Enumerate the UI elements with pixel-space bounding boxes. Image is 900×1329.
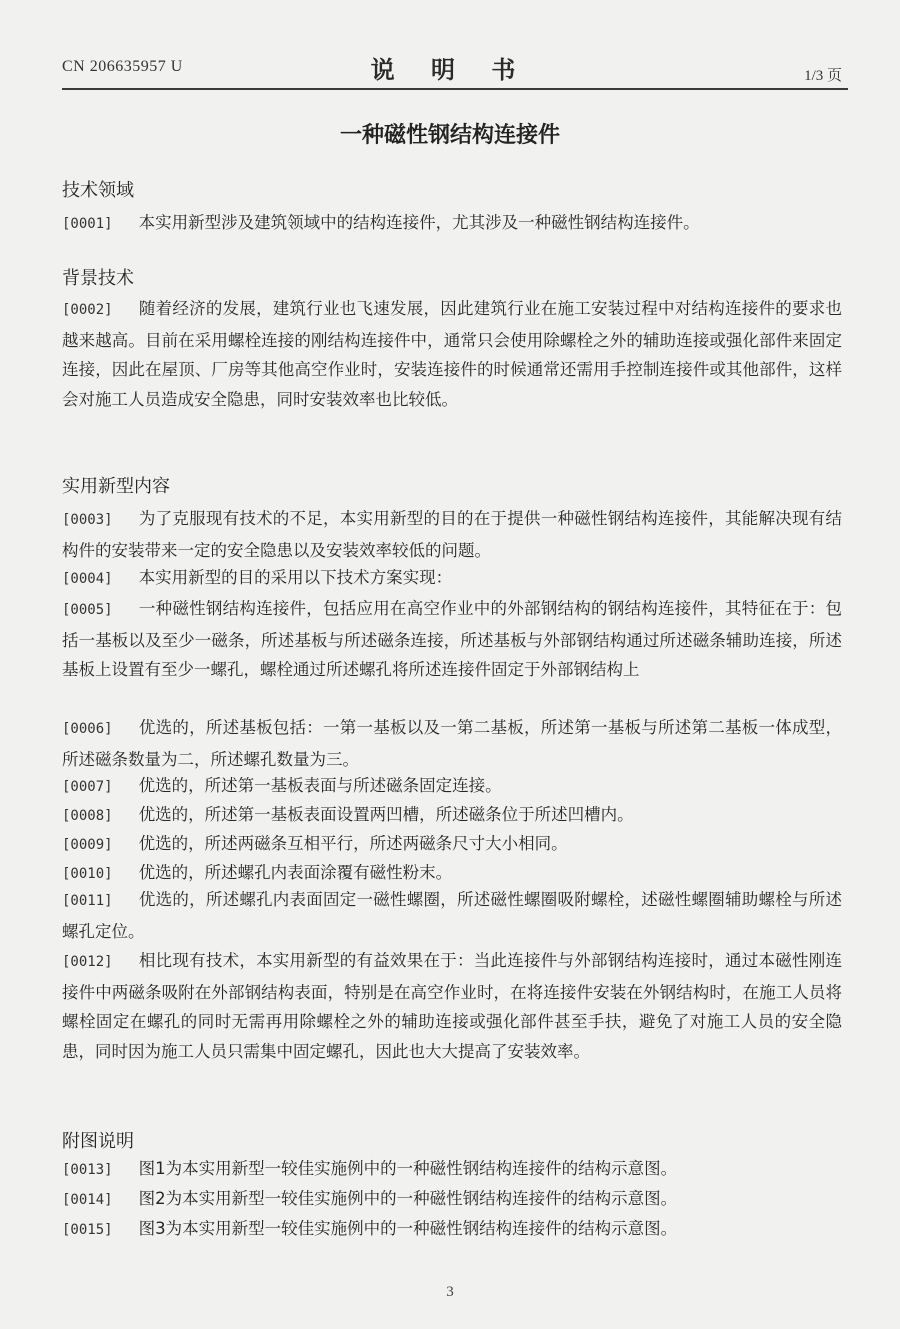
paragraph-text: 优选的，所述第一基板表面设置两凹槽，所述磁条位于所述凹槽内。 — [138, 805, 634, 824]
paragraph-number: [0012] — [62, 954, 113, 970]
paragraph-number: [0003] — [62, 512, 113, 528]
document-type-heading: 说 明 书 — [370, 56, 530, 84]
paragraph-0013 — [62, 1156, 842, 1183]
paragraph-text: 图1为本实用新型一较佳实施例中的一种磁性钢结构连接件的结构示意图。 — [138, 1159, 678, 1178]
paragraph-text: 本实用新型的目的采用以下技术方案实现： — [138, 568, 453, 587]
paragraph-0014 — [62, 1186, 842, 1213]
section-heading-drawings: 附图说明 — [62, 1131, 134, 1152]
document-title: 一种磁性钢结构连接件 — [339, 123, 560, 148]
paragraph-0009 — [62, 831, 842, 858]
paragraph-number: [0005] — [62, 602, 113, 618]
section-heading-content: 实用新型内容 — [62, 476, 170, 497]
paragraph-0002 — [62, 294, 842, 414]
paragraph-text: 优选的，所述两磁条互相平行，所述两磁条尺寸大小相同。 — [138, 834, 568, 853]
paragraph-0015 — [62, 1216, 842, 1243]
paragraph-text: 优选的，所述基板包括：一第一基板以及一第二基板，所述第一基板与所述第二基板一体成型，所述磁条数量为二，所述螺孔数量为三。 — [62, 718, 842, 769]
paragraph-number: [0011] — [62, 893, 113, 909]
paragraph-0006 — [62, 713, 842, 774]
paragraph-0010 — [62, 860, 842, 887]
section-heading-field: 技术领域 — [62, 180, 134, 201]
page-indicator: 1/3 页 — [804, 68, 842, 84]
header-divider — [62, 88, 848, 90]
paragraph-text: 本实用新型涉及建筑领域中的结构连接件，尤其涉及一种磁性钢结构连接件。 — [138, 213, 700, 232]
paragraph-0007 — [62, 773, 842, 800]
paragraph-number: [0015] — [62, 1222, 113, 1238]
paragraph-number: [0004] — [62, 571, 113, 587]
paragraph-0005 — [62, 594, 842, 685]
paragraph-number: [0001] — [62, 216, 113, 232]
paragraph-number: [0002] — [62, 302, 113, 318]
paragraph-number: [0008] — [62, 808, 113, 824]
paragraph-text: 随着经济的发展，建筑行业也飞速发展，因此建筑行业在施工安装过程中对结构连接件的要求也越来越高。目前在采用螺栓连接的刚结构连接件中，通常只会使用除螺栓之外的辅助连接或强化部件来固定连接，因此在屋顶、厂房等其他高空作业时，安装连接件的时候通常还需用手控制连接件或其他部件，这样会对施工人员造成安全隐患，同时安装效率也比较低。 — [62, 299, 842, 409]
paragraph-number: [0014] — [62, 1192, 113, 1208]
paragraph-number: [0010] — [62, 866, 113, 882]
paragraph-text: 优选的，所述螺孔内表面涂覆有磁性粉末。 — [138, 863, 453, 882]
paragraph-text: 图3为本实用新型一较佳实施例中的一种磁性钢结构连接件的结构示意图。 — [138, 1219, 678, 1238]
paragraph-number: [0009] — [62, 837, 113, 853]
paragraph-number: [0013] — [62, 1162, 113, 1178]
paragraph-0012 — [62, 946, 842, 1066]
paragraph-0011 — [62, 885, 842, 946]
paragraph-text: 一种磁性钢结构连接件，包括应用在高空作业中的外部钢结构的钢结构连接件，其特征在于：包括一基板以及至少一磁条，所述基板与所述磁条连接，所述基板与外部钢结构通过所述磁条辅助连接，所述基板上设置有至少一螺孔，螺栓通过所述螺孔将所述连接件固定于外部钢结构上 — [62, 599, 842, 679]
paragraph-0008 — [62, 802, 842, 829]
paragraph-0004 — [62, 565, 842, 592]
page-number: 3 — [446, 1284, 454, 1300]
paragraph-number: [0007] — [62, 779, 113, 795]
paragraph-text: 为了克服现有技术的不足，本实用新型的目的在于提供一种磁性钢结构连接件，其能解决现有结构件的安装带来一定的安全隐患以及安装效率较低的问题。 — [62, 509, 842, 560]
paragraph-text: 相比现有技术，本实用新型的有益效果在于：当此连接件与外部钢结构连接时，通过本磁性刚连接件中两磁条吸附在外部钢结构表面，特别是在高空作业时，在将连接件安装在外钢结构时，在施工人员将螺栓固定在螺孔的同时无需再用除螺栓之外的辅助连接或强化部件甚至手扶，避免了对施工人员的安全隐患，同时因为施工人员只需集中固定螺孔，因此也大大提高了安装效率。 — [62, 951, 842, 1061]
paragraph-number: [0006] — [62, 721, 113, 737]
section-heading-background: 背景技术 — [62, 268, 134, 289]
paragraph-0003 — [62, 504, 842, 565]
paragraph-text: 优选的，所述螺孔内表面固定一磁性螺圈，所述磁性螺圈吸附螺栓，述磁性螺圈辅助螺栓与所述螺孔定位。 — [62, 890, 842, 941]
patent-number: CN 206635957 U — [62, 58, 183, 75]
paragraph-text: 图2为本实用新型一较佳实施例中的一种磁性钢结构连接件的结构示意图。 — [138, 1189, 678, 1208]
paragraph-text: 优选的，所述第一基板表面与所述磁条固定连接。 — [138, 776, 502, 795]
paragraph-0001 — [62, 210, 842, 237]
